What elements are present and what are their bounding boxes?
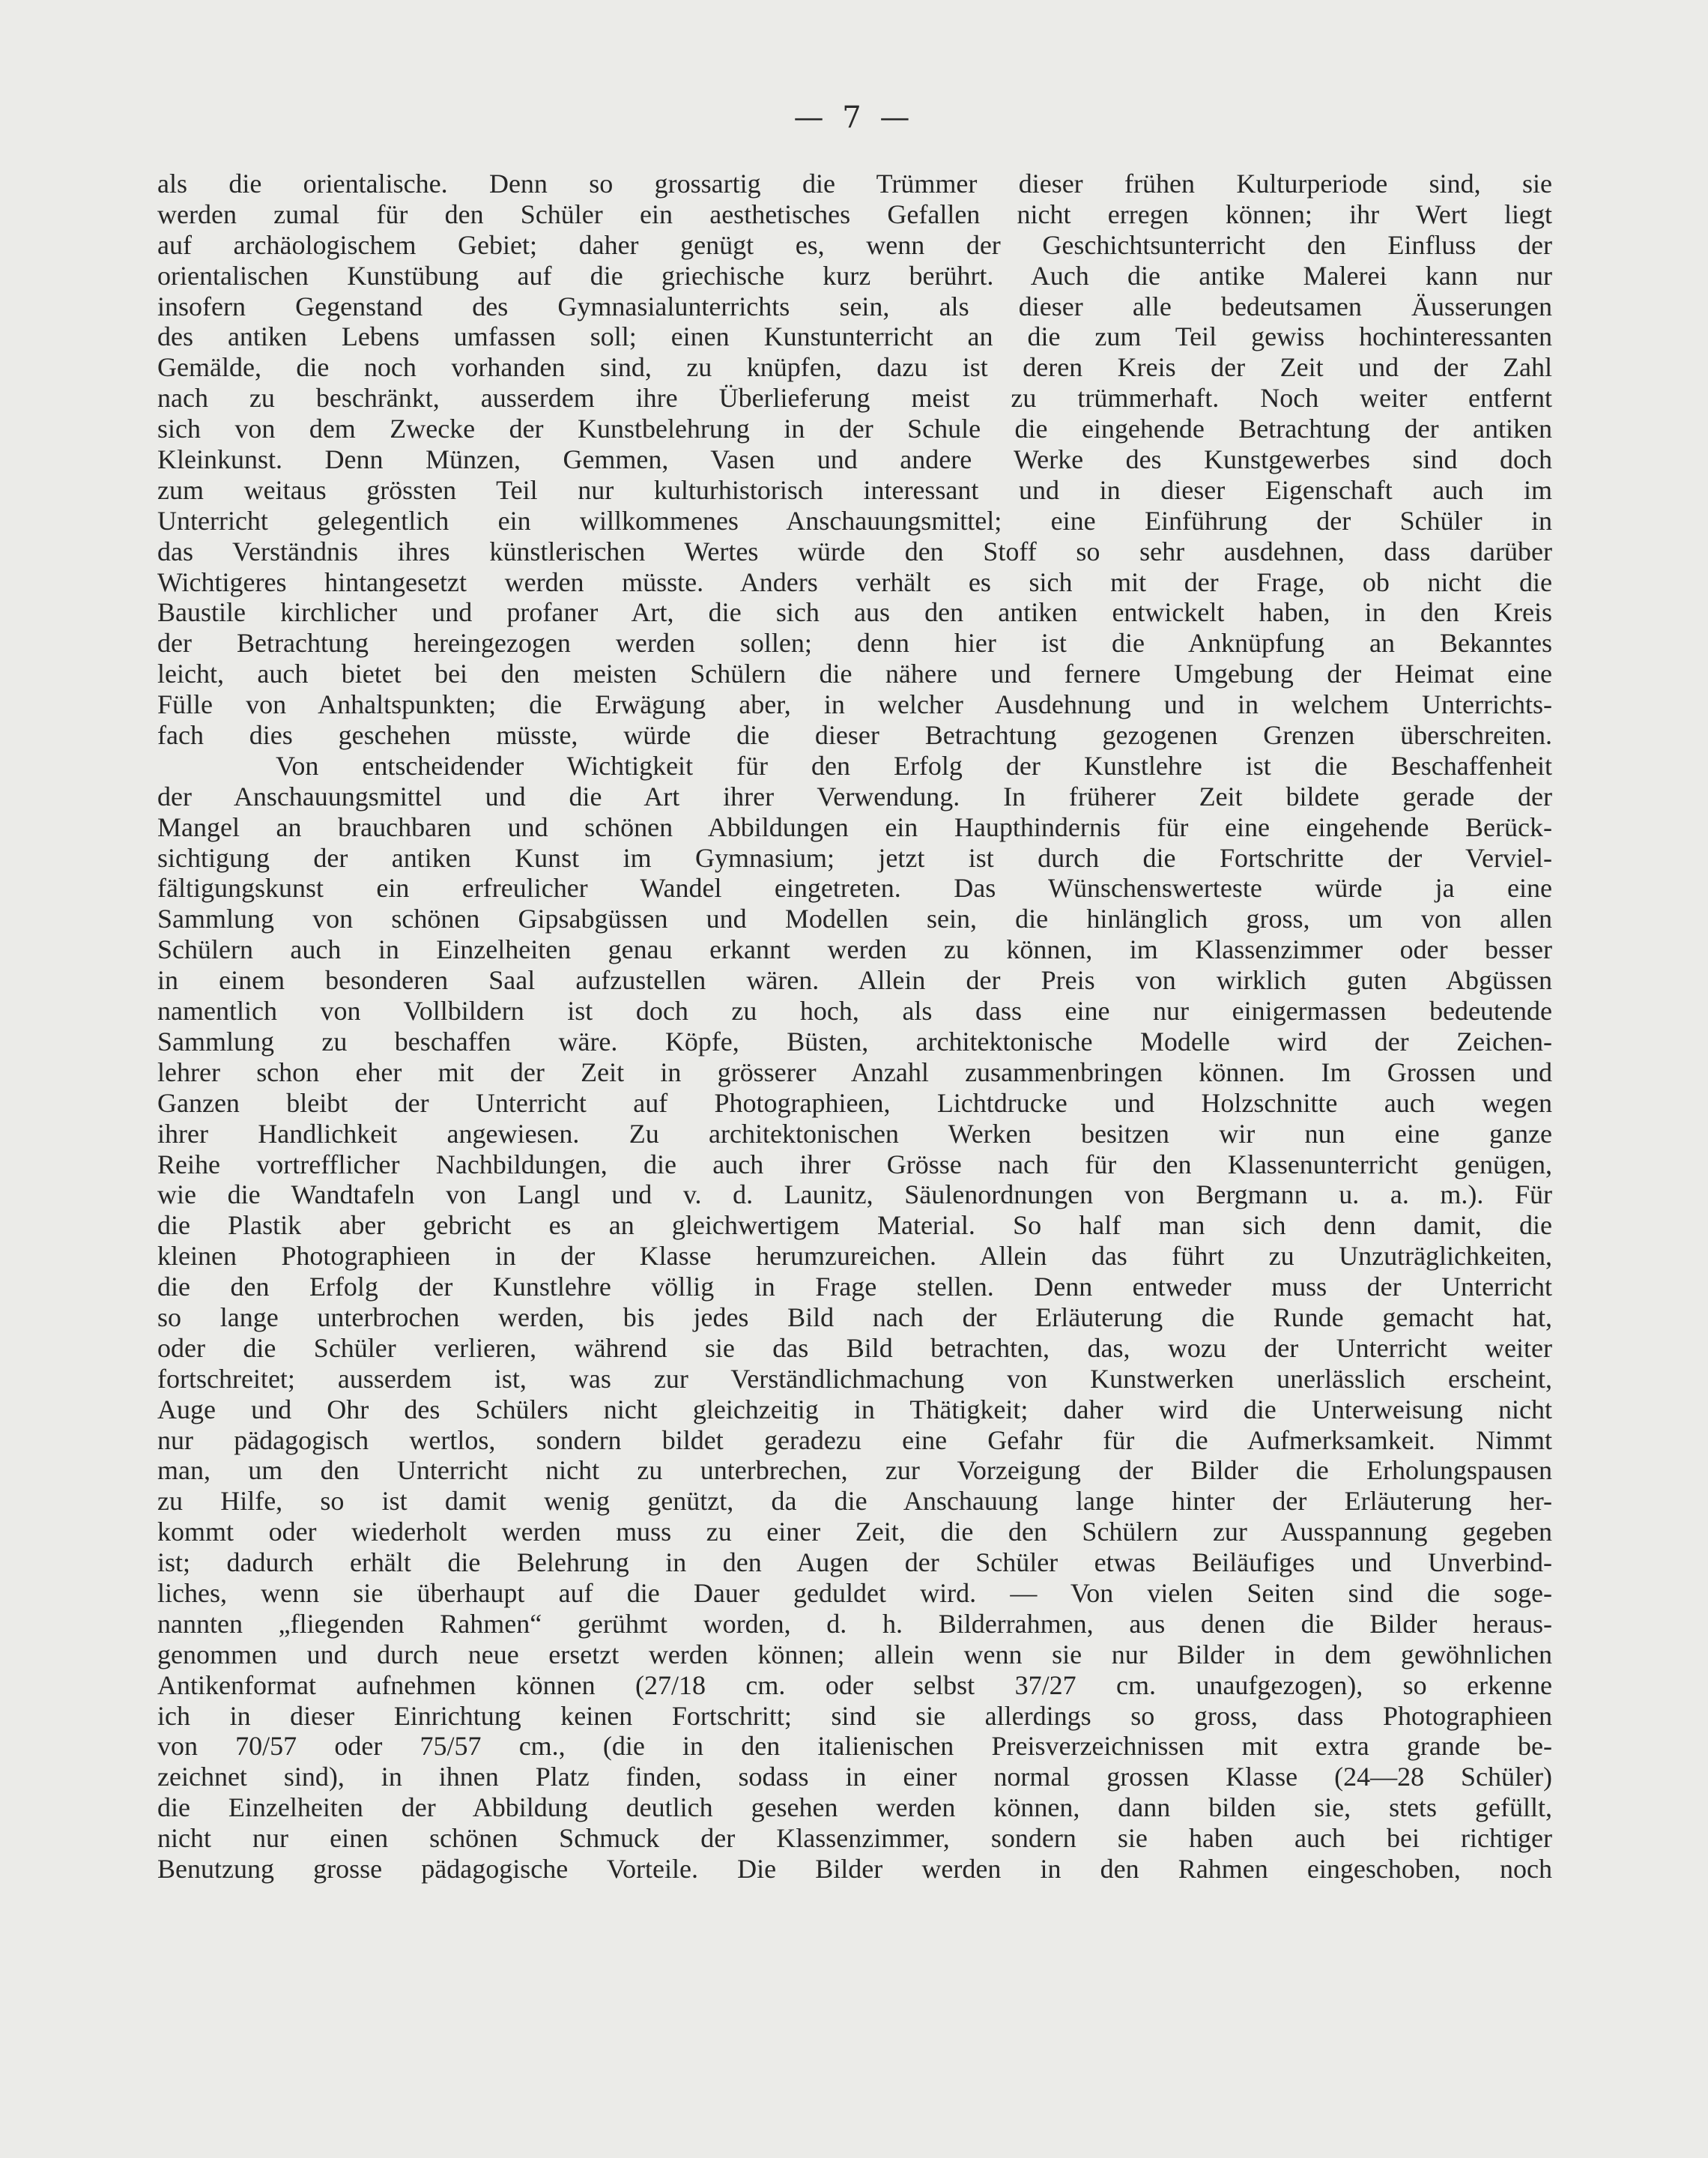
text-line: auf archäologischem Gebiet; daher genügt es, wenn der Geschichtsunterricht den Einfluss der (157, 229, 1552, 260)
text-line: Mangel an brauchbaren und schönen Abbildungen ein Haupthindernis für eine eingehende Berück- (157, 811, 1552, 842)
text-line: von 70/57 oder 75/57 cm., (die in den italienischen Preisverzeichnissen mit extra grande be- (157, 1731, 1552, 1762)
text-line: Sammlung von schönen Gipsabgüssen und Modellen sein, die hinlänglich gross, um von allen (157, 904, 1552, 934)
text-line: der Betrachtung hereingezogen werden sollen; denn hier ist die Anknüpfung an Bekanntes (157, 628, 1552, 659)
text-line: orientalischen Kunstübung auf die griechische kurz berührt. Auch die antike Malerei kann nur (157, 260, 1552, 291)
text-line: das Verständnis ihres künstlerischen Wertes würde den Stoff so sehr ausdehnen, dass darüber (157, 536, 1552, 566)
text-line: lehrer schon eher mit der Zeit in grösserer Anzahl zusammenbringen können. Im Grossen und (157, 1057, 1552, 1087)
text-line: der Anschauungsmittel und die Art ihrer Verwendung. In früherer Zeit bildete gerade der (157, 781, 1552, 811)
text-line: Auge und Ohr des Schülers nicht gleichzeitig in Thätigkeit; daher wird die Unterweisung nicht (157, 1394, 1552, 1424)
text-line: Reihe vortrefflicher Nachbildungen, die auch ihrer Grösse nach für den Klassenunterricht genügen, (157, 1149, 1552, 1179)
text-line: wie die Wandtafeln von Langl und v. d. Launitz, Säulenordnungen von Bergmann u. a. m.). Für (157, 1179, 1552, 1210)
text-line: Baustile kirchlicher und profaner Art, die sich aus den antiken entwickelt haben, in den Kreis (157, 597, 1552, 628)
text-line: Kleinkunst. Denn Münzen, Gemmen, Vasen und andere Werke des Kunstgewerbes sind doch (157, 444, 1552, 475)
page-number: — 7 — (793, 100, 915, 135)
text-line: namentlich von Vollbildern ist doch zu hoch, als dass eine nur einigermassen bedeutende (157, 996, 1552, 1027)
text-line: nach zu beschränkt, ausserdem ihre Überlieferung meist zu trümmerhaft. Noch weiter entfernt (157, 383, 1552, 414)
text-line: Ganzen bleibt der Unterricht auf Photographieen, Lichtdrucke und Holzschnitte auch wegen (157, 1087, 1552, 1118)
text-line: oder die Schüler verlieren, während sie das Bild betrachten, das, wozu der Unterricht weiter (157, 1332, 1552, 1363)
text-line: fortschreitet; ausserdem ist, was zur Verständlichmachung von Kunstwerken unerlässlich erscheint, (157, 1363, 1552, 1394)
text-line: zu Hilfe, so ist damit wenig genützt, da die Anschauung lange hinter der Erläuterung her- (157, 1486, 1552, 1517)
text-line: sich von dem Zwecke der Kunstbelehrung in der Schule die eingehende Betrachtung der antiken (157, 414, 1552, 444)
text-line: genommen und durch neue ersetzt werden können; allein wenn sie nur Bilder in dem gewöhnlichen (157, 1639, 1552, 1669)
text-line: ist; dadurch erhält die Belehrung in den Augen der Schüler etwas Beiläufiges und Unverbind- (157, 1547, 1552, 1578)
text-line: Sammlung zu beschaffen wäre. Köpfe, Büsten, architektonische Modelle wird der Zeichen- (157, 1026, 1552, 1057)
text-line: kommt oder wiederholt werden muss zu einer Zeit, die den Schülern zur Ausspannung gegeben (157, 1517, 1552, 1547)
text-line: liches, wenn sie überhaupt auf die Dauer geduldet wird. — Von vielen Seiten sind die soge- (157, 1577, 1552, 1608)
text-line: ihrer Handlichkeit angewiesen. Zu architektonischen Werken besitzen wir nun eine ganze (157, 1118, 1552, 1149)
text-line: fach dies geschehen müsste, würde die dieser Betrachtung gezogenen Grenzen überschreiten. (157, 720, 1552, 751)
body-text (157, 169, 1552, 1885)
text-line: Antikenformat aufnehmen können (27/18 cm. oder selbst 37/27 cm. unaufgezogen), so erkenne (157, 1669, 1552, 1700)
text-line: in einem besonderen Saal aufzustellen wären. Allein der Preis von wirklich guten Abgüssen (157, 965, 1552, 996)
text-line: des antiken Lebens umfassen soll; einen Kunstunterricht an die zum Teil gewiss hochinteressanten (157, 321, 1552, 352)
text-line: zum weitaus grössten Teil nur kulturhistorisch interessant und in dieser Eigenschaft auch im (157, 474, 1552, 505)
text-line: als die orientalische. Denn so grossartig die Trümmer dieser frühen Kulturperiode sind, sie (157, 169, 1552, 199)
text-line: Benutzung grosse pädagogische Vorteile. Die Bilder werden in den Rahmen eingeschoben, noch (157, 1853, 1552, 1884)
text-line: die Plastik aber gebricht es an gleichwertigem Material. So half man sich denn damit, die (157, 1210, 1552, 1241)
text-line: Schülern auch in Einzelheiten genau erkannt werden zu können, im Klassenzimmer oder besser (157, 934, 1552, 965)
text-line: insofern Gegenstand des Gymnasialunterrichts sein, als dieser alle bedeutsamen Äusserungen (157, 291, 1552, 321)
text-line: zeichnet sind), in ihnen Platz finden, sodass in einer normal grossen Klasse (24—28 Schüler) (157, 1762, 1552, 1792)
text-line: nannten „fliegenden Rahmen“ gerühmt worden, d. h. Bilderrahmen, aus denen die Bilder heraus- (157, 1608, 1552, 1639)
text-line: ich in dieser Einrichtung keinen Fortschritt; sind sie allerdings so gross, dass Photographieen (157, 1700, 1552, 1731)
text-line: Fülle von Anhaltspunkten; die Erwägung aber, in welcher Ausdehnung und in welchem Unterrichts- (157, 689, 1552, 720)
text-line: die Einzelheiten der Abbildung deutlich gesehen werden können, dann bilden sie, stets gefüllt, (157, 1792, 1552, 1823)
text-line: Gemälde, die noch vorhanden sind, zu knüpfen, dazu ist deren Kreis der Zeit und der Zahl (157, 352, 1552, 383)
text-line: so lange unterbrochen werden, bis jedes Bild nach der Erläuterung die Runde gemacht hat, (157, 1302, 1552, 1332)
text-line: werden zumal für den Schüler ein aesthetisches Gefallen nicht erregen können; ihr Wert liegt (157, 199, 1552, 229)
text-line: nur pädagogisch wertlos, sondern bildet geradezu eine Gefahr für die Aufmerksamkeit. Nimmt (157, 1424, 1552, 1455)
text-line: nicht nur einen schönen Schmuck der Klassenzimmer, sondern sie haben auch bei richtiger (157, 1823, 1552, 1854)
text-line: die den Erfolg der Kunstlehre völlig in Frage stellen. Denn entweder muss der Unterricht (157, 1272, 1552, 1302)
text-line: Wichtigeres hintangesetzt werden müsste. Anders verhält es sich mit der Frage, ob nicht die (157, 566, 1552, 597)
text-line: leicht, auch bietet bei den meisten Schülern die nähere und fernere Umgebung der Heimat eine (157, 659, 1552, 689)
text-line: Unterricht gelegentlich ein willkommenes Anschauungsmittel; eine Einführung der Schüler in (157, 505, 1552, 536)
text-line: kleinen Photographieen in der Klasse herumzureichen. Allein das führt zu Unzuträglichkeiten, (157, 1241, 1552, 1272)
text-line: sichtigung der antiken Kunst im Gymnasium; jetzt ist durch die Fortschritte der Verviel- (157, 842, 1552, 873)
text-line: Von entscheidender Wichtigkeit für den Erfolg der Kunstlehre ist die Beschaffenheit (276, 750, 1552, 781)
text-line: man, um den Unterricht nicht zu unterbrechen, zur Vorzeigung der Bilder die Erholungspausen (157, 1455, 1552, 1486)
text-line: fältigungskunst ein erfreulicher Wandel eingetreten. Das Wünschenswerteste würde ja eine (157, 873, 1552, 904)
